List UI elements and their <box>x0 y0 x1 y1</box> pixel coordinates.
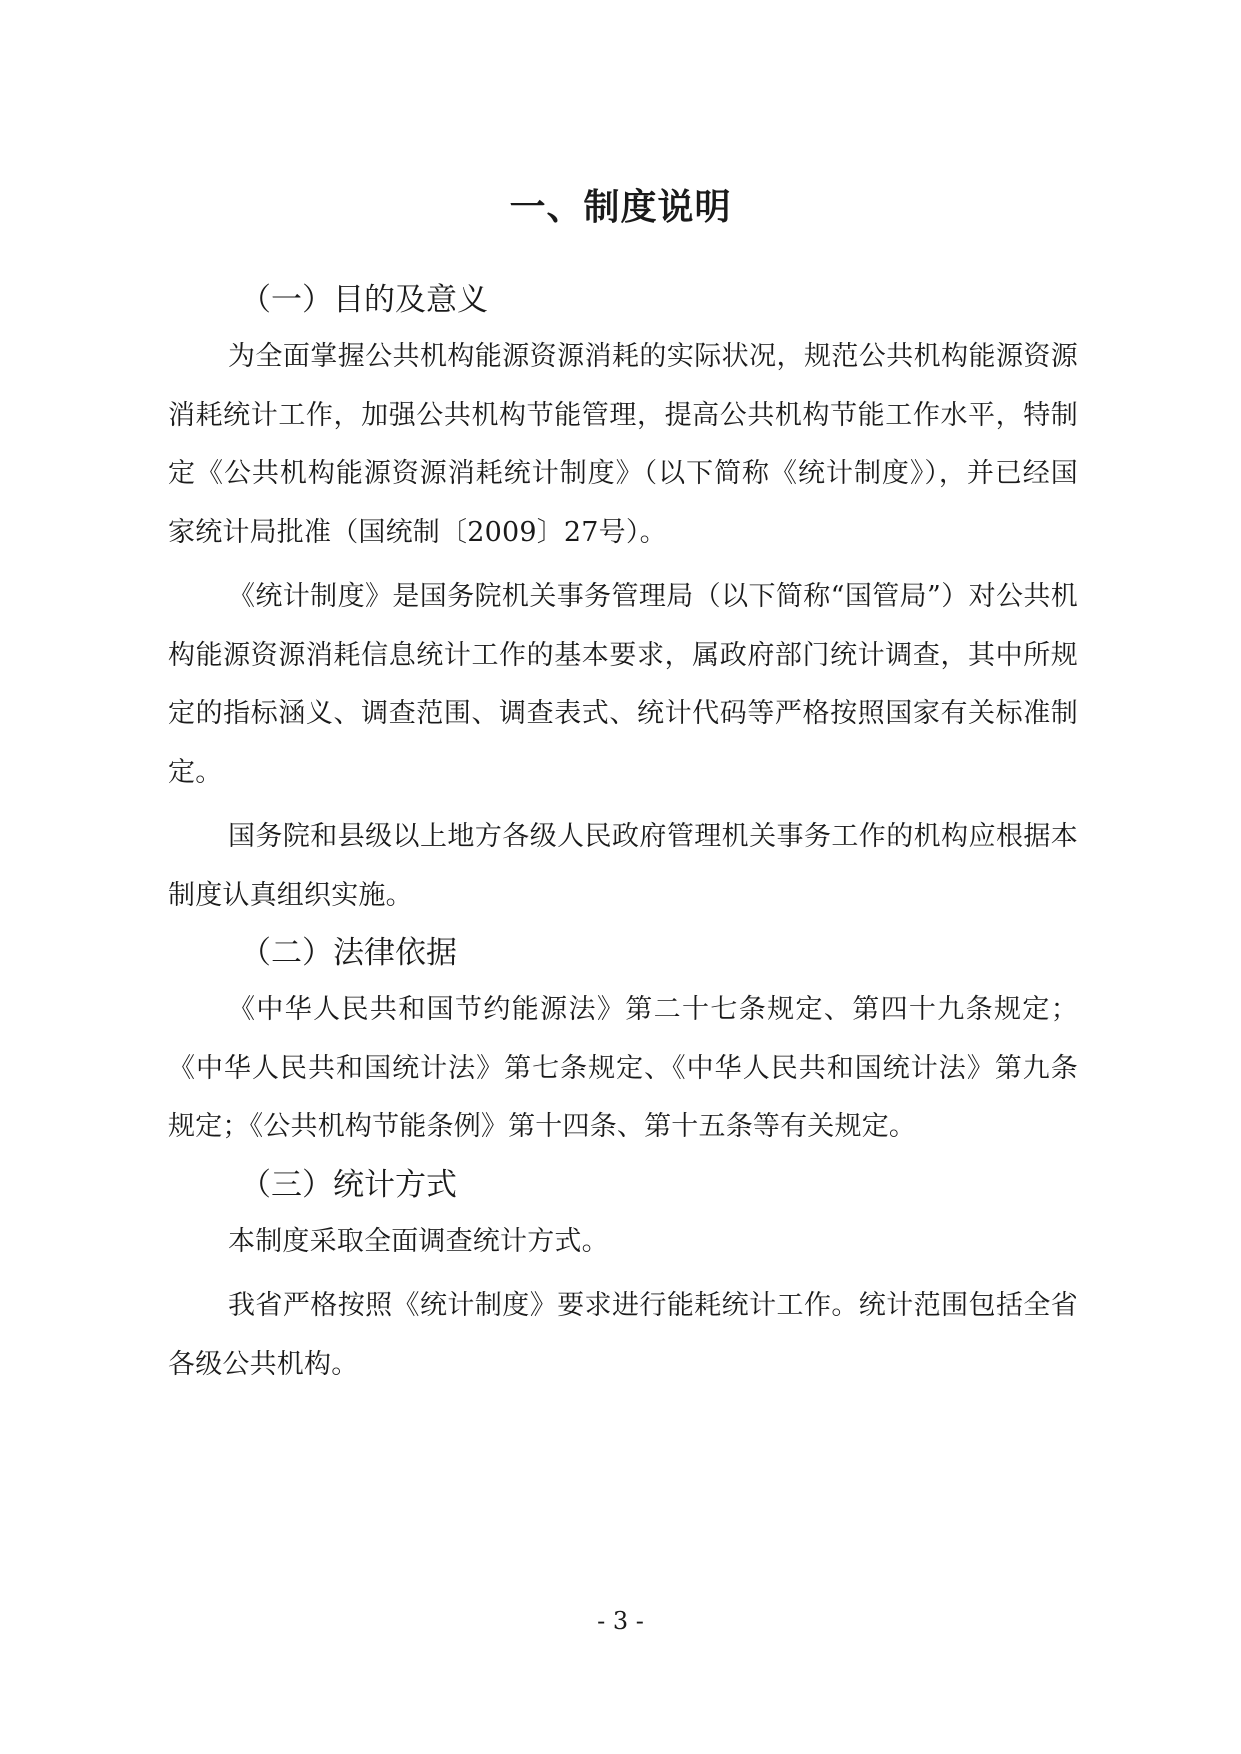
page-title: 一、制度说明 <box>509 186 732 228</box>
paragraph-purpose-3: 国务院和县级以上地方各级人民政府管理机关事务工作的机构应根据本制度认真组织实施。 <box>168 821 1078 911</box>
paragraph-purpose-2: 《统计制度》是国务院机关事务管理局（以下简称“国管局”）对公共机构能源资源消耗信息统计工作的基本要求，属政府部门统计调查，其中所规定的指标涵义、调查范围、调查表式、统计代码等严格按照国家有关标准制定。 <box>168 581 1078 788</box>
section-heading-statistical-method: （三）统计方式 <box>240 1166 457 1203</box>
page-number: - 3 - <box>597 1607 644 1635</box>
paragraph-legal-basis-1: 《中华人民共和国节约能源法》第二十七条规定、第四十九条规定；《中华人民共和国统计法》第七条规定、《中华人民共和国统计法》第九条规定；《公共机构节能条例》第十四条、第十五条等有关规定。 <box>168 994 1078 1142</box>
section-heading-purpose: （一）目的及意义 <box>240 282 488 318</box>
paragraph-purpose-1: 为全面掌握公共机构能源资源消耗的实际状况，规范公共机构能源资源消耗统计工作，加强公共机构节能管理，提高公共机构节能工作水平，特制定《公共机构能源资源消耗统计制度》（以下简称《统计制度》），并已经国家统计局批准（国统制〔2009〕27号）。 <box>168 341 1078 548</box>
paragraph-statistical-method-1: 本制度采取全面调查统计方式。 <box>228 1225 609 1257</box>
document-body <box>168 272 1078 1394</box>
section-heading-legal-basis: （二）法律依据 <box>240 935 457 971</box>
paragraph-statistical-method-2: 我省严格按照《统计制度》要求进行能耗统计工作。统计范围包括全省各级公共机构。 <box>168 1290 1078 1380</box>
